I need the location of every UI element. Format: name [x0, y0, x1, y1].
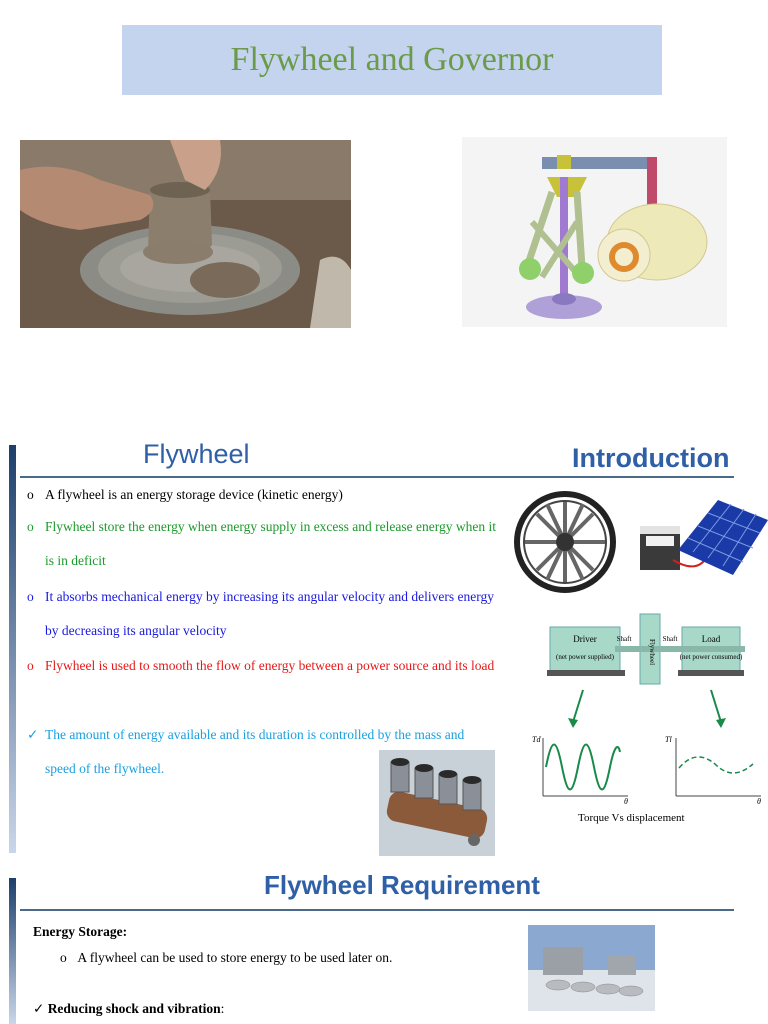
bullet-text: The amount of energy available and its duration is controlled by the mass and speed of the flywheel.: [45, 727, 465, 776]
shaft-label: Shaft: [662, 635, 678, 643]
bullet-marker: o: [27, 519, 34, 534]
arrow-down-left-icon: [565, 688, 589, 730]
slide-accent-bar: [9, 878, 16, 1024]
bullet-item: [27, 580, 497, 648]
driving-torque-graph: [530, 732, 630, 804]
x-axis-label: θ: [757, 797, 761, 804]
flywheel-wheel-image: [513, 490, 617, 594]
load-sub-label: (net power consumed): [679, 653, 743, 661]
section-heading: Flywheel: [143, 439, 250, 469]
bullet-item: [27, 649, 497, 683]
bullet-item: [60, 950, 392, 966]
slide-accent-bar: [9, 445, 16, 853]
driver-shaft-flywheel-load-diagram: [545, 612, 745, 687]
checkmark-icon: ✓: [33, 1001, 45, 1016]
slide-title-banner: [122, 25, 662, 95]
bullet-text: A flywheel can be used to store energy to be used later on.: [77, 950, 393, 965]
bullet-marker: o: [27, 658, 34, 673]
bullet-bold-text: Reducing shock and vibration: [47, 1001, 221, 1016]
flywheel-storage-plant-photo: [528, 925, 655, 1011]
bullet-text: It absorbs mechanical energy by increasing its angular velocity and delivers energy by decreasing its angular velocity: [45, 589, 494, 638]
section-heading: Flywheel Requirement: [264, 870, 540, 900]
arrow-down-right-icon: [705, 688, 729, 730]
checkmark-icon: ✓: [27, 727, 39, 742]
x-axis-label: θ: [624, 797, 628, 804]
shaft-label: Shaft: [616, 635, 632, 643]
bullet-text: A flywheel is an energy storage device (kinetic energy): [45, 487, 343, 502]
y-axis-label: Tl: [665, 735, 672, 744]
section-heading-introduction: Introduction: [572, 443, 730, 473]
bullet-marker: o: [60, 950, 67, 965]
y-axis-label: Td: [532, 735, 541, 744]
battery-solar-panel-image: [638, 500, 768, 578]
figure-caption: Torque Vs displacement: [578, 812, 685, 824]
heading-rule: [20, 909, 734, 911]
pottery-wheel-photo: [20, 140, 351, 328]
bullet-item: [33, 1001, 224, 1017]
subsection-label: Energy Storage:: [33, 924, 128, 939]
bullet-text: Flywheel is used to smooth the flow of energy between a power source and its load: [45, 658, 495, 673]
bullet-item: [27, 478, 497, 512]
load-torque-graph: [663, 732, 763, 804]
crankshaft-engine-image: [379, 750, 495, 856]
governor-illustration: [462, 137, 727, 327]
flywheel-label: Flywheel: [648, 638, 656, 666]
bullet-text: Flywheel store the energy when energy supply in excess and release energy when it is in deficit: [45, 519, 496, 568]
driver-sub-label: (net power supplied): [556, 653, 614, 661]
slide-title: Flywheel and Governor: [230, 41, 554, 78]
load-label: Load: [701, 634, 721, 644]
bullet-item: [27, 510, 497, 578]
driver-label: Driver: [573, 634, 597, 644]
bullet-marker: o: [27, 487, 34, 502]
bullet-marker: o: [27, 589, 34, 604]
bullet-text: :: [220, 1001, 225, 1016]
